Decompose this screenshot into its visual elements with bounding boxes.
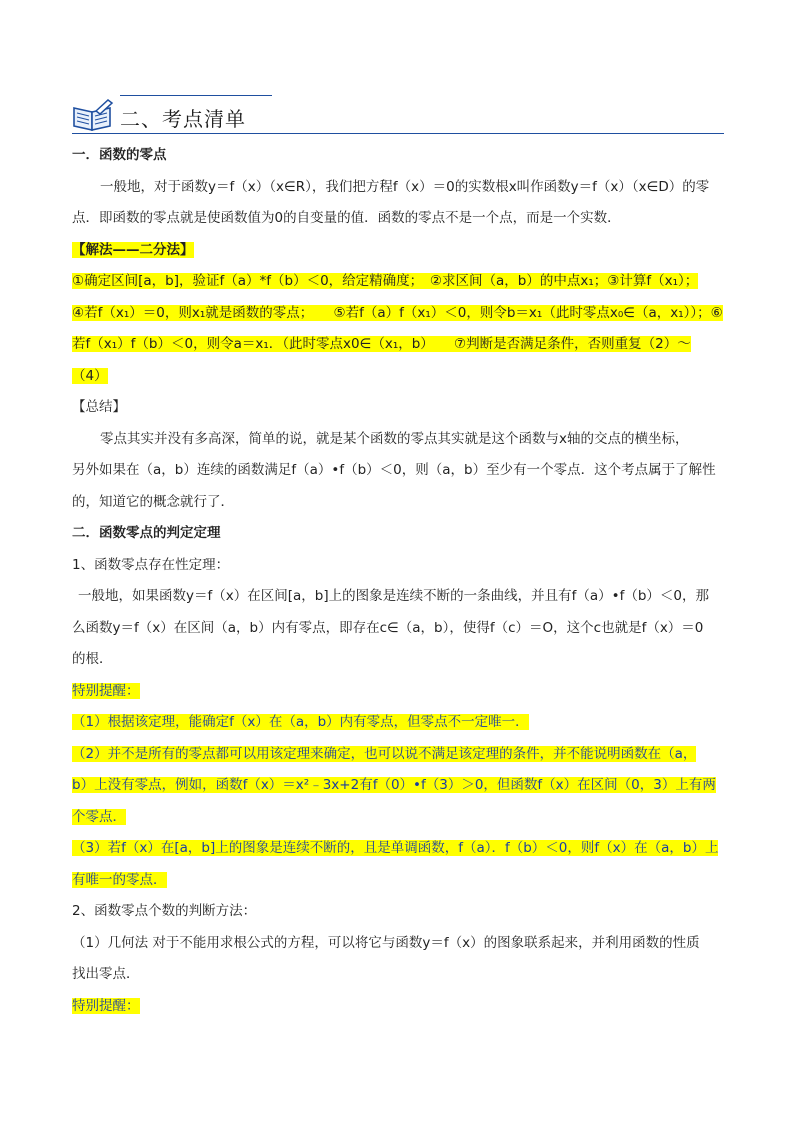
theorem-line: 的根．: [72, 651, 113, 667]
section-title: 二、考点清单: [120, 107, 246, 131]
bisection-step-line: ④若f（x₁）＝0，则x₁就是函数的零点； ⑤若f（a）f（x₁）＜0，则令b＝x₁（此时零点x₀∈（a，x₁））；⑥: [72, 304, 723, 321]
method-line: 找出零点．: [72, 966, 140, 982]
open-book-icon: [72, 99, 114, 133]
subheading-count: 2、函数零点个数的判断方法：: [72, 903, 257, 919]
reminder-line: b）上没有零点，例如，函数f（x）＝x²﹣3x+2有f（0）•f（3）＞0，但函数f（x）在区间（0，3）上有两: [72, 777, 716, 793]
method-line: （1）几何法 对于不能用求根公式的方程，可以将它与函数y＝f（x）的图象联系起来，并利用函数的性质: [72, 934, 700, 951]
reminder-line: （1）根据该定理，能确定f（x）在（a，b）内有零点，但零点不一定唯一．: [72, 714, 529, 730]
summary-line: 零点其实并没有多高深，简单的说，就是某个函数的零点其实就是这个函数与x轴的交点的横坐标，: [100, 430, 689, 447]
reminder-line: 有唯一的零点．: [72, 871, 167, 888]
reminder-line: （2）并不是所有的零点都可以用该定理来确定，也可以说不满足该定理的条件，并不能说明函数在（a，: [72, 745, 697, 762]
heading-theorem: 二．函数零点的判定定理: [72, 525, 221, 541]
theorem-line: 么函数y＝f（x）在区间（a，b）内有零点，即存在c∈（a，b），使得f（c）＝O，这个c也就是f（x）＝0: [72, 619, 704, 636]
paragraph-line: 一般地，对于函数y＝f（x）（x∈R），我们把方程f（x）＝0的实数根x叫作函数y＝f（x）（x∈D）的零: [100, 178, 710, 195]
bisection-step-line: 若f（x₁）f（b）＜0，则令a＝x₁．（此时零点x0∈（x₁，b） ⑦判断是否满足条件，否则重复（2）～: [72, 336, 691, 352]
reminder-line: （3）若f（x）在[a，b]上的图象是连续不断的，且是单调函数，f（a）．f（b）＜0，则f（x）在（a，b）上: [72, 840, 719, 856]
theorem-line: 一般地，如果函数y＝f（x）在区间[a，b]上的图象是连续不断的一条曲线，并且有f（a）•f（b）＜0，那: [78, 588, 710, 604]
header-top-rule: [120, 95, 272, 96]
header-rule: [72, 133, 724, 134]
heading-zero-point: 一．函数的零点: [72, 147, 167, 163]
paragraph-line: 点．即函数的零点就是使函数值为0的自变量的值．函数的零点不是一个点，而是一个实数．: [72, 210, 621, 226]
special-reminder-label: 特别提醒：: [72, 997, 140, 1014]
bisection-step-line: ①确定区间[a，b]，验证f（a）*f（b）＜0，给定精确度； ②求区间（a，b）的中点x₁；③计算f（x₁）；: [72, 273, 699, 289]
summary-line: 的，知道它的概念就行了．: [72, 493, 234, 510]
summary-line: 另外如果在（a，b）连续的函数满足f（a）•f（b）＜0，则（a，b）至少有一个零点．这个考点属于了解性: [72, 462, 716, 478]
section-header: [72, 95, 724, 137]
special-reminder-label: 特别提醒：: [72, 682, 140, 699]
document-body: [72, 140, 724, 1022]
heading-bisection: 【解法——二分法】: [72, 241, 194, 258]
reminder-line: 个零点．: [72, 808, 126, 825]
subheading-existence: 1、函数零点存在性定理：: [72, 556, 230, 573]
heading-summary: 【总结】: [72, 399, 126, 415]
bisection-step-line: （4）: [72, 367, 108, 384]
